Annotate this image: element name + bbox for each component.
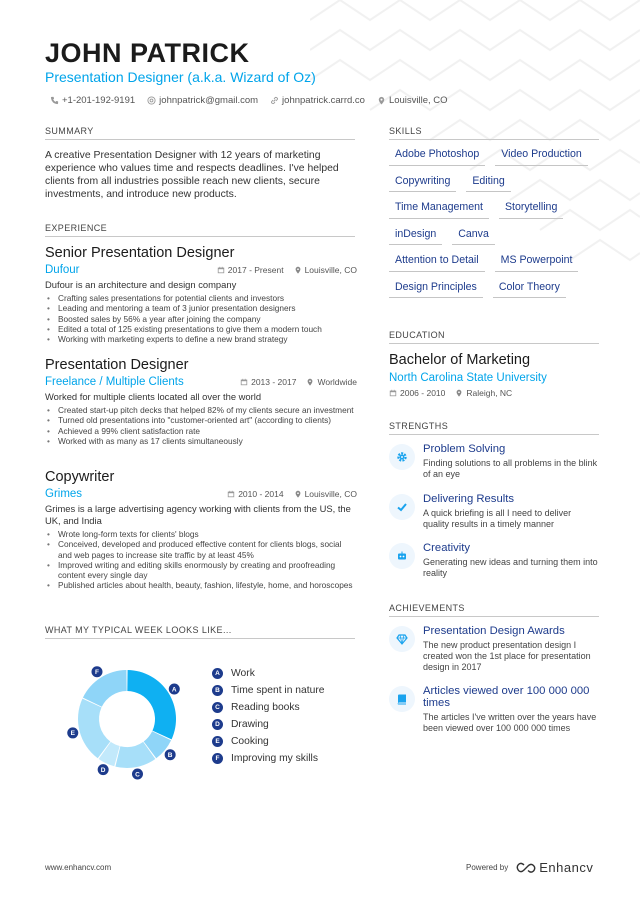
job-bullet: • Boosted sales by 56% a year after joining the company (45, 314, 357, 324)
legend-item (212, 750, 324, 767)
website-text: johnpatrick.carrd.co (282, 95, 365, 106)
legend-item (212, 733, 324, 750)
strength-item (389, 542, 599, 579)
contact-phone (50, 95, 135, 106)
job-description: Dufour is an architecture and design company (45, 279, 237, 290)
job-bullet: • Edited a total of 125 existing presentations to give them a modern touch (45, 324, 357, 334)
donut-label-c (131, 768, 143, 780)
candidate-name: JOHN PATRICK (45, 38, 250, 68)
job-entry (45, 357, 357, 446)
legend-item (212, 665, 324, 682)
job-location-text: Louisville, CO (304, 489, 357, 499)
donut-label-f (91, 666, 103, 678)
legend-badge: D (212, 719, 223, 730)
phone-text: +1-201-192-9191 (62, 95, 136, 106)
strength-item (389, 493, 599, 530)
skills-list (389, 148, 599, 307)
skill-tag: Storytelling (499, 201, 563, 219)
job-header-row (45, 264, 357, 276)
education-dates (389, 388, 445, 398)
location-pin-icon (306, 378, 314, 386)
strength-body (423, 493, 599, 530)
job-title: Presentation Designer (45, 357, 189, 373)
legend-badge: F (212, 753, 223, 764)
calendar-icon (217, 266, 225, 274)
strength-desc: Finding solutions to all problems in the blink of an eye (423, 458, 598, 479)
donut-label-e (67, 727, 79, 739)
skill-tag: Design Principles (389, 281, 483, 299)
summary-heading: SUMMARY (45, 126, 355, 140)
legend-badge: A (212, 668, 223, 679)
job-location-text: Louisville, CO (304, 265, 357, 275)
week-legend (212, 665, 324, 767)
achievement-title: Articles viewed over 100 000 000 times (423, 685, 590, 709)
svg-text:C: C (135, 771, 140, 779)
job-company: Grimes (45, 488, 83, 500)
skill-tag: Time Management (389, 201, 489, 219)
svg-text:B: B (167, 751, 173, 759)
job-header-row (45, 376, 357, 388)
achievements-heading: ACHIEVEMENTS (389, 603, 599, 617)
skill-tag: inDesign (389, 228, 442, 246)
education-location-text: Raleigh, NC (466, 388, 513, 398)
education-location (455, 388, 512, 398)
diamond-icon (389, 626, 415, 652)
skill-tag: Canva (452, 228, 495, 246)
legend-label: Work (231, 668, 255, 679)
brand-name: Enhancv (539, 860, 594, 875)
legend-badge: B (212, 685, 223, 696)
job-bullets (45, 529, 357, 591)
strength-title: Delivering Results (423, 493, 515, 505)
education-meta (389, 388, 512, 398)
svg-text:F: F (95, 669, 99, 677)
job-entry (45, 469, 357, 591)
job-dates (227, 489, 283, 499)
skill-tag: Color Theory (493, 281, 566, 299)
legend-label: Time spent in nature (231, 685, 325, 696)
footer-powered-by (466, 860, 593, 875)
brand-logo[interactable] (516, 860, 593, 875)
job-location (306, 377, 357, 387)
at-icon (147, 96, 156, 105)
job-description: Worked for multiple clients located all over the world (45, 391, 262, 402)
job-dates (217, 265, 284, 275)
job-description: Grimes is a large advertising agency working with clients from the US, the UK, and India (45, 503, 351, 526)
legend-label: Improving my skills (231, 753, 318, 764)
job-bullets (45, 405, 357, 446)
email-text: johnpatrick@gmail.com (159, 95, 259, 106)
job-entry (45, 245, 357, 344)
skill-row (389, 254, 599, 272)
strength-desc: A quick briefing is all I need to deliver quality results in a timely manner (423, 508, 572, 529)
svg-text:A: A (171, 686, 177, 694)
strength-title: Creativity (423, 542, 471, 554)
calendar-icon (227, 490, 235, 498)
job-dates-text: 2010 - 2014 (238, 489, 284, 499)
phone-icon (50, 96, 59, 105)
contact-website[interactable] (270, 95, 365, 106)
achievement-item (389, 685, 599, 734)
legend-badge: E (212, 736, 223, 747)
donut-slice-f (83, 670, 127, 707)
job-bullet: • Crafting sales presentations for potential clients and investors (45, 293, 357, 303)
job-bullet: • Worked with as many as 17 clients simultaneously (45, 436, 357, 446)
skill-row (389, 175, 599, 193)
legend-label: Cooking (231, 736, 269, 747)
job-location-text: Worldwide (317, 377, 357, 387)
job-bullet: • Achieved a 99% client satisfaction rate (45, 426, 357, 436)
achievement-title: Presentation Design Awards (423, 625, 565, 637)
strength-body (423, 443, 599, 480)
job-header-row (45, 488, 357, 500)
job-location (294, 265, 357, 275)
achievement-item (389, 625, 599, 673)
location-pin-icon (455, 389, 463, 397)
contact-location (377, 95, 448, 106)
robot-icon (389, 543, 415, 569)
achievement-body (423, 625, 599, 673)
education-dates-text: 2006 - 2010 (400, 388, 446, 398)
skill-tag: Editing (466, 175, 510, 193)
calendar-icon (240, 378, 248, 386)
week-heading: WHAT MY TYPICAL WEEK LOOKS LIKE... (45, 625, 355, 639)
job-bullet: • Leading and mentoring a team of 3 junior presentation designers (45, 303, 357, 313)
legend-label: Reading books (231, 702, 300, 713)
checkmark-icon (389, 494, 415, 520)
job-bullet: • Improved writing and editing skills enormously by creating and proofreading content every single day (45, 560, 357, 581)
week-donut-chart (50, 650, 190, 785)
job-title: Senior Presentation Designer (45, 245, 235, 261)
donut-label-a (168, 683, 180, 695)
legend-item (212, 682, 324, 699)
legend-item (212, 716, 324, 733)
job-bullet: • Turned old presentations into "customer-oriented art" (according to clients) (45, 415, 357, 425)
donut-slice-a (127, 670, 176, 739)
achievement-desc: The articles I've written over the years have been viewed over 100 000 000 times (423, 712, 597, 733)
link-icon (270, 96, 279, 105)
legend-label: Drawing (231, 719, 269, 730)
experience-heading: EXPERIENCE (45, 223, 355, 237)
strength-desc: Generating new ideas and turning them into reality (423, 557, 598, 578)
gear-icon (389, 444, 415, 470)
job-dates (240, 377, 296, 387)
svg-text:D: D (100, 766, 106, 774)
job-meta (217, 265, 357, 275)
footer-website[interactable]: www.enhancv.com (45, 863, 112, 872)
strength-item (389, 443, 599, 480)
job-bullet: • Working with marketing experts to define a new brand strategy (45, 334, 357, 344)
donut-label-d (97, 764, 109, 776)
strength-body (423, 542, 599, 579)
education-heading: EDUCATION (389, 330, 599, 344)
job-title: Copywriter (45, 469, 115, 485)
location-pin-icon (294, 266, 302, 274)
job-bullet: • Created start-up pitch decks that helped 82% of my clients secure an investment (45, 405, 357, 415)
skill-tag: Video Production (495, 148, 588, 166)
strengths-heading: STRENGTHS (389, 421, 599, 435)
summary-text: A creative Presentation Designer with 12 years of marketing experience who values time and respects deadlines. I've helped clients from all industries possible reach new clients, secure investments, and introduce new products. (45, 150, 339, 200)
location-text: Louisville, CO (388, 95, 448, 106)
powered-by-text: Powered by (466, 863, 509, 872)
job-company: Freelance / Multiple Clients (45, 376, 184, 388)
contact-row (50, 95, 448, 106)
legend-badge: C (212, 702, 223, 713)
job-dates-text: 2017 - Present (227, 265, 284, 275)
job-bullet: • Published articles about health, beauty, fashion, lifestyle, home, and horoscopes (45, 580, 357, 590)
job-company: Dufour (45, 264, 80, 276)
skill-row (389, 281, 599, 299)
svg-text:E: E (70, 730, 75, 738)
achievement-desc: The new product presentation design I created won the 1st place for presentation design in 2017 (423, 640, 591, 672)
enhancv-logo-icon (516, 862, 536, 874)
skill-tag: Attention to Detail (389, 254, 485, 272)
legend-item (212, 699, 324, 716)
skill-row (389, 228, 599, 246)
job-meta (240, 377, 357, 387)
contact-email[interactable] (147, 95, 258, 106)
donut-label-b (164, 749, 176, 761)
candidate-title: Presentation Designer (a.k.a. Wizard of Oz) (45, 69, 316, 85)
job-dates-text: 2013 - 2017 (251, 377, 297, 387)
education-degree: Bachelor of Marketing (389, 352, 531, 368)
location-pin-icon (377, 96, 386, 105)
donut-slice-e (78, 699, 110, 759)
skill-row (389, 201, 599, 219)
job-bullet: • Wrote long-form texts for clients' blogs (45, 529, 357, 539)
education-school: North Carolina State University (389, 372, 547, 384)
skills-heading: SKILLS (389, 126, 599, 140)
job-location (294, 489, 357, 499)
skill-tag: MS Powerpoint (495, 254, 579, 272)
book-icon (389, 686, 415, 712)
strength-title: Problem Solving (423, 443, 506, 455)
job-bullets (45, 293, 357, 344)
skill-row (389, 148, 599, 166)
job-meta (227, 489, 357, 499)
skill-tag: Copywriting (389, 175, 456, 193)
job-bullet: • Conceived, developed and produced effective content for clients blogs, social and web pages to increase site traffic by at least 45% (45, 539, 357, 560)
skill-tag: Adobe Photoshop (389, 148, 485, 166)
calendar-icon (389, 389, 397, 397)
achievement-body (423, 685, 599, 734)
location-pin-icon (294, 490, 302, 498)
